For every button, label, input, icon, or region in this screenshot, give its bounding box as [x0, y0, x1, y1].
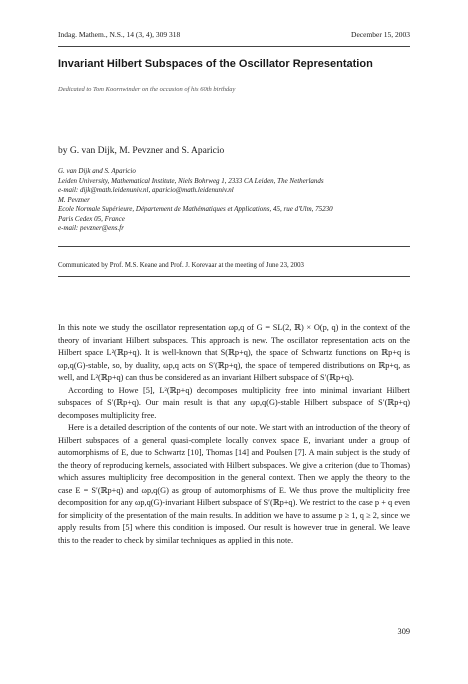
journal-citation: Indag. Mathem., N.S., 14 (3, 4), 309 318	[58, 30, 181, 39]
paragraph: According to Howe [5], L²(ℝp+q) decomposes multiplicity free into minimal invariant Hilbert subspaces of S′(ℝp+q). Our main result is that any ωp,q(G)-stable Hilbert subspace of S′(ℝp+q) decomposes multiplicity free.	[58, 385, 410, 420]
header-rule	[58, 46, 410, 47]
communicated-note: Communicated by Prof. M.S. Keane and Prof. J. Korevaar at the meeting of June 23, 2003	[58, 262, 304, 269]
affiliation-line: M. Pevzner	[58, 195, 90, 204]
page-number: 309	[397, 627, 410, 636]
affiliation-line: e-mail: dijk@math.leidenuniv.nl, aparicio@math.leidenuniv.nl	[58, 186, 234, 194]
affiliation-line: Ecole Normale Supérieure, Département de Mathématiques et Applications, 45, rue d'Ulm, 75230	[58, 205, 333, 213]
running-head	[58, 30, 410, 39]
section-rule	[58, 276, 410, 277]
affiliation-line: Paris Cedex 05, France	[58, 214, 125, 223]
body-text	[58, 322, 410, 547]
paragraph: Here is a detailed description of the contents of our note. We start with an introduction of the theory of Hilbert subspaces of a general quasi-complete locally convex space E, invariant under a group of automorphisms of E, due to Schwartz [10], Thomas [14] and Poulsen [7]. A main subject is the study of the theory of reproducing kernels, associated with Hilbert subspaces. We give a criterion (due to Thomas) which assures multiplicity free decomposition in the general context. Then we apply the theory to the case E = S′(ℝp+q) and ωp,q(G) as group of automorphisms of E. We thus prove the multiplicity free decomposition for any ωp,q(G)-invariant Hilbert subspace of S′(ℝp+q). We restrict to the case p + q even for simplicity of the presentation of the main results. In addition we have to assume p ≥ 1, q ≥ 2, since we apply results from [5] where this condition is imposed. Our result is however true in general. We leave this to the reader to check by similar techniques as applied in this note.	[58, 423, 410, 545]
article-title: Invariant Hilbert Subspaces of the Oscillator Representation	[58, 58, 373, 70]
issue-date: December 15, 2003	[351, 30, 410, 39]
paragraph: In this note we study the oscillator representation ωp,q of G = SL(2, ℝ) × O(p, q) in the context of the theory of invariant Hilbert subspaces. This approach is new. The oscillator representation acts on the Hilbert space L²(ℝp+q). It is well-known that S(ℝp+q), the space of Schwartz functions on ℝp+q is ωp,q(G)-stable, so, by duality, ωp,q acts on S′(ℝp+q), the space of tempered distributions on ℝp+q, as well, and L²(ℝp+q) can thus be considered as an invariant Hilbert subspace of S′(ℝp+q).	[58, 323, 410, 382]
dedication: Dedicated to Tom Koornwinder on the occasion of his 60th birthday	[58, 86, 236, 93]
section-rule	[58, 246, 410, 247]
affiliation-line: e-mail: pevzner@ens.fr	[58, 224, 124, 232]
affiliations	[58, 167, 410, 234]
affiliation-line: G. van Dijk and S. Aparicio	[58, 167, 136, 175]
author-line: by G. van Dijk, M. Pevzner and S. Aparicio	[58, 146, 225, 156]
affiliation-line: Leiden University, Mathematical Institute, Niels Bohrweg 1, 2333 CA Leiden, The Netherlands	[58, 176, 324, 185]
